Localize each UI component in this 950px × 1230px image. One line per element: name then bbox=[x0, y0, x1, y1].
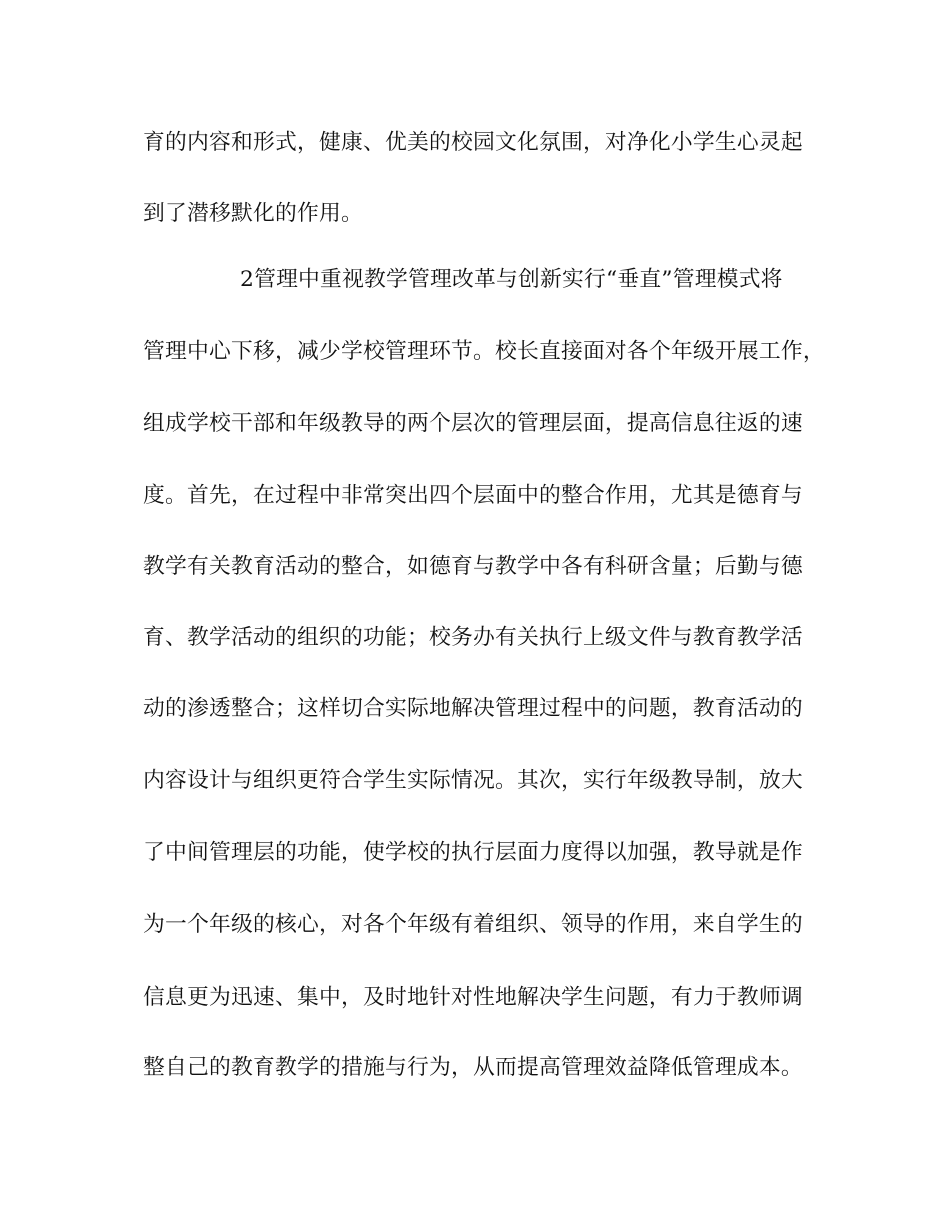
text-line-5: 组成学校干部和年级教导的两个层次的管理层面，提高信息往返的速 bbox=[143, 411, 803, 436]
text-line-4: 管理中心下移，减少学校管理环节。校长直接面对各个年级开展工作， bbox=[143, 339, 825, 364]
text-line-12: 为一个年级的核心，对各个年级有着组织、领导的作用，来自学生的 bbox=[143, 912, 803, 937]
text-line-6: 度。首先，在过程中非常突出四个层面中的整合作用，尤其是德育与 bbox=[143, 483, 803, 508]
text-line-9: 动的渗透整合；这样切合实际地解决管理过程中的问题，教育活动的 bbox=[143, 696, 803, 721]
text-line-11: 了中间管理层的功能，使学校的执行层面力度得以加强，教导就是作 bbox=[143, 840, 803, 865]
text-line-1: 育的内容和形式，健康、优美的校园文化氛围，对净化小学生心灵起 bbox=[143, 130, 803, 155]
text-line-14: 整自己的教育教学的措施与行为，从而提高管理效益降低管理成本。 bbox=[143, 1055, 803, 1080]
text-line-8: 育、教学活动的组织的功能；校务办有关执行上级文件与教育教学活 bbox=[143, 625, 803, 650]
paragraph-heading-line: 2管理中重视教学管理改革与创新实行“垂直”管理模式将 bbox=[240, 267, 783, 292]
text-line-10: 内容设计与组织更符合学生实际情况。其次，实行年级教导制，放大 bbox=[143, 768, 803, 793]
text-line-2: 到了潜移默化的作用。 bbox=[143, 201, 363, 226]
text-line-7: 教学有关教育活动的整合，如德育与教学中各有科研含量；后勤与德 bbox=[143, 554, 803, 579]
text-line-13: 信息更为迅速、集中，及时地针对性地解决学生问题，有力于教师调 bbox=[143, 985, 803, 1010]
